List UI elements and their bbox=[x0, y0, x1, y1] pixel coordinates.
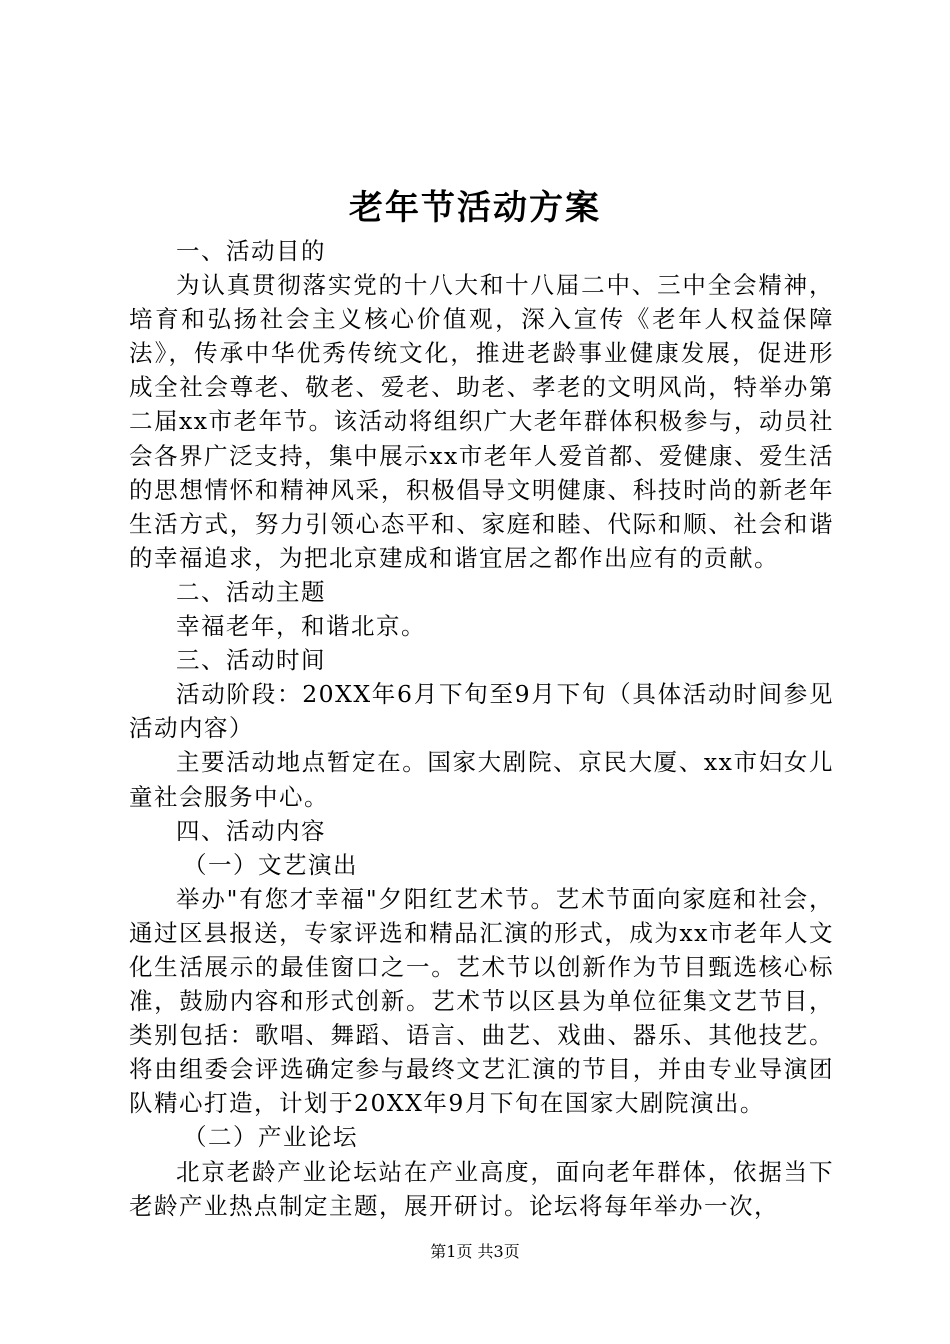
document-title: 老年节活动方案 bbox=[349, 188, 601, 228]
paragraph-performance: 举办"有您才幸福"夕阳红艺术节。艺术节面向家庭和社会，通过区县报送，专家评选和精品汇演的形式，成为xx市老年人文化生活展示的最佳窗口之一。艺术节以创新作为节目甄选核心标准，鼓励内容和形式创新。艺术节以区县为单位征集文艺节目，类别包括：歌唱、舞蹈、语言、曲艺、戏曲、器乐、其他技艺。将由组委会评选确定参与最终文艺汇演的节目，并由专业导演团队精心打造，计划于20XX年9月下旬在国家大剧院演出。 bbox=[129, 884, 834, 1118]
document-body bbox=[129, 234, 834, 1223]
page-footer: 第1页 共3页 bbox=[430, 1242, 520, 1261]
section-heading-purpose: 一、活动目的 bbox=[176, 237, 326, 265]
paragraph-theme: 幸福老年，和谐北京。 bbox=[176, 612, 426, 641]
paragraph-purpose: 为认真贯彻落实党的十八大和十八届二中、三中全会精神，培育和弘扬社会主义核心价值观，深入宣传《老年人权益保障法》，传承中华优秀传统文化，推进老龄事业健康发展，促进形成全社会尊老、敬老、爱老、助老、孝老的文明风尚，特举办第二届xx市老年节。该活动将组织广大老年群体积极参与，动员社会各界广泛支持，集中展示xx市老年人爱首都、爱健康、爱生活的思想情怀和精神风采，积极倡导文明健康、科技时尚的新老年生活方式，努力引领心态平和、家庭和睦、代际和顺、社会和谐的幸福追求，为把北京建成和谐宜居之都作出应有的贡献。 bbox=[129, 271, 834, 572]
section-heading-time: 三、活动时间 bbox=[176, 646, 326, 675]
paragraph-location: 主要活动地点暂定在。国家大剧院、京民大厦、xx市妇女儿童社会服务中心。 bbox=[129, 748, 834, 811]
paragraph-time-stage: 活动阶段：20XX年6月下旬至9月下旬（具体活动时间参见活动内容） bbox=[129, 680, 834, 743]
section-heading-theme: 二、活动主题 bbox=[176, 577, 326, 606]
paragraph-forum: 北京老龄产业论坛站在产业高度，面向老年群体，依据当下老龄产业热点制定主题，展开研讨。论坛将每年举办一次， bbox=[129, 1157, 834, 1220]
subsection-heading-performance: （一）文艺演出 bbox=[183, 850, 359, 879]
subsection-heading-forum: （二）产业论坛 bbox=[183, 1123, 359, 1152]
section-heading-content: 四、活动内容 bbox=[176, 816, 326, 845]
